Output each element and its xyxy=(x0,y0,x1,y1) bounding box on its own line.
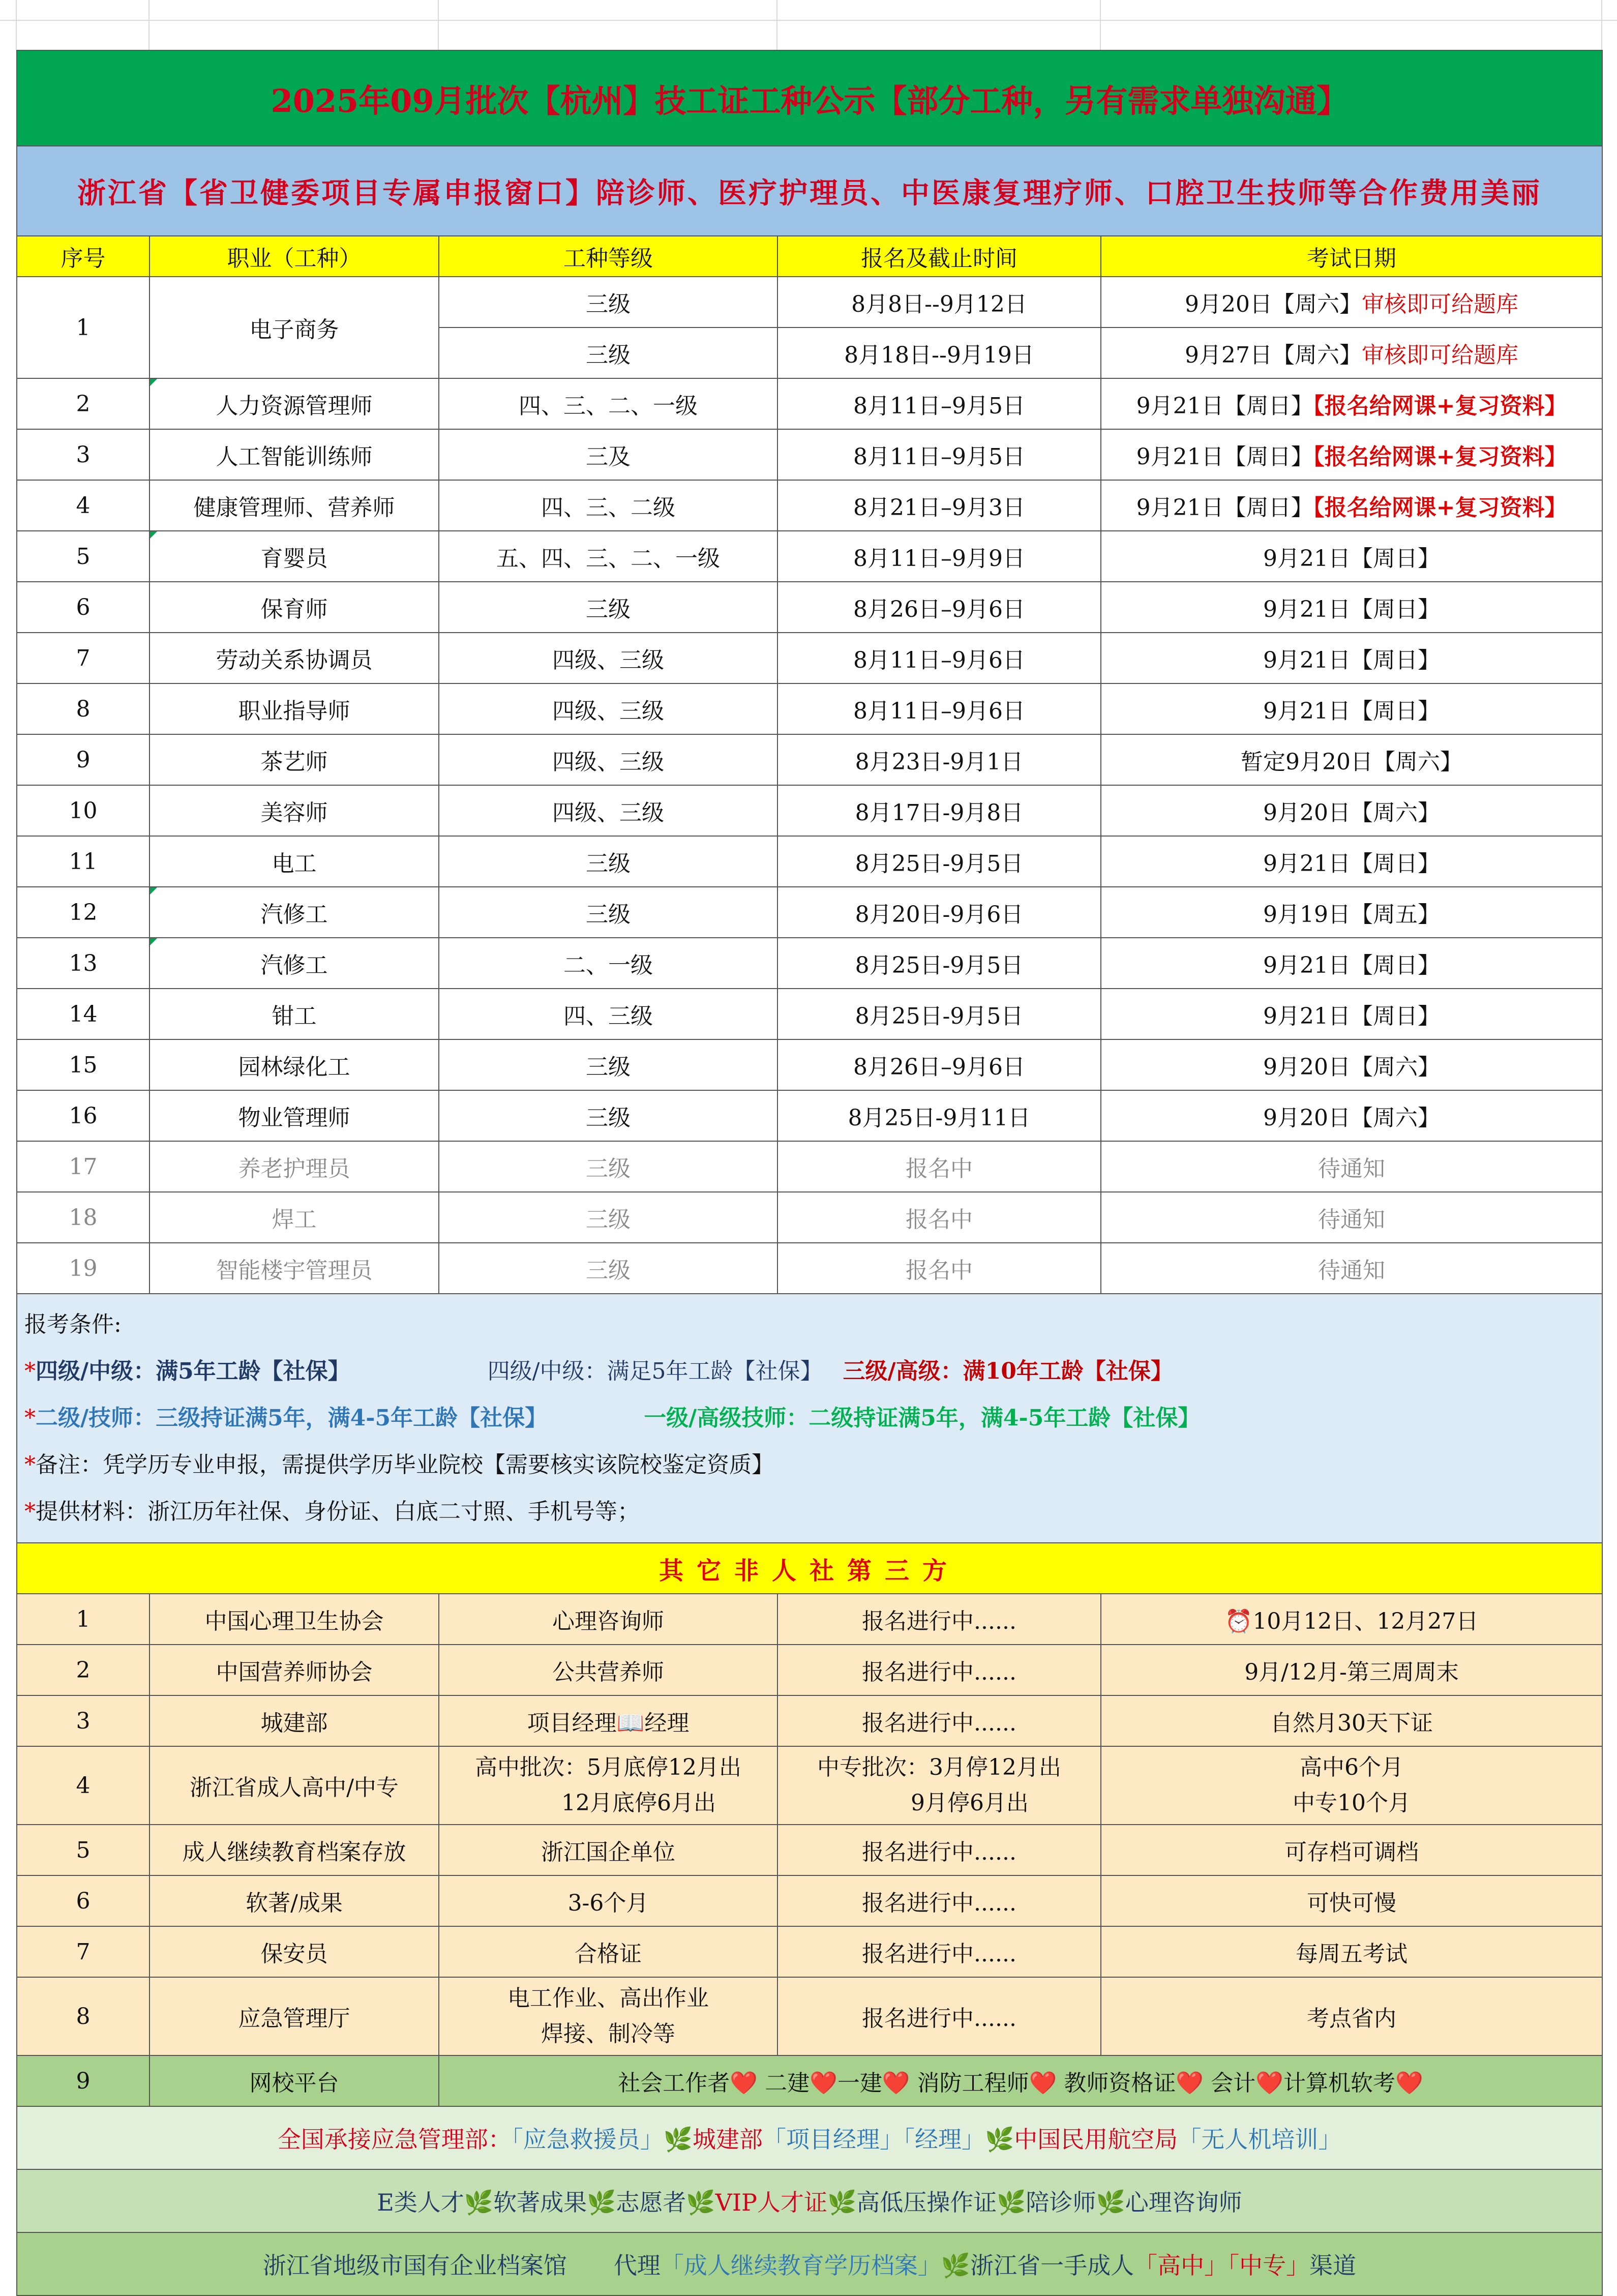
row-registration: 8月25日-9月11日 xyxy=(777,1090,1101,1141)
table-row xyxy=(17,836,1602,887)
row-level: 三级 xyxy=(439,1192,777,1243)
row-level: 四级、三级 xyxy=(439,683,777,734)
tp-no: 1 xyxy=(17,1594,149,1645)
row-job: 电工 xyxy=(149,836,439,887)
row-no: 15 xyxy=(17,1039,149,1090)
tp-status: 报名进行中...... xyxy=(777,1825,1101,1875)
row-job: 汽修工 xyxy=(149,887,439,938)
row-no: 13 xyxy=(17,938,149,989)
row-no: 6 xyxy=(17,582,149,633)
row-job: 焊工 xyxy=(149,1192,439,1243)
table-row xyxy=(17,429,1602,480)
header-registration: 报名及截止时间 xyxy=(777,236,1101,277)
row-level: 三级 xyxy=(439,582,777,633)
table-row xyxy=(17,1192,1602,1243)
row-registration: 8月17日-9月8日 xyxy=(777,785,1101,836)
conditions-line-4: *提供材料：浙江历年社保、身份证、白底二寸照、手机号等； xyxy=(24,1499,640,1525)
conditions-heading: 报考条件: xyxy=(24,1311,122,1337)
tp-status: 报名进行中...... xyxy=(777,1875,1101,1926)
row-registration: 8月20日-9月6日 xyxy=(777,887,1101,938)
tp-no: 4 xyxy=(17,1746,149,1825)
tp-status: 中专批次：3月停12月出 9月停6月出 xyxy=(777,1746,1101,1825)
row-registration: 8月8日--9月12日 xyxy=(777,277,1101,327)
row-job: 健康管理师、营养师 xyxy=(149,480,439,531)
row-registration: 8月25日-9月5日 xyxy=(777,836,1101,887)
tp-status: 报名进行中...... xyxy=(777,1977,1101,2055)
row-registration: 8月18日--9月19日 xyxy=(777,327,1101,378)
row-registration: 8月11日–9月6日 xyxy=(777,683,1101,734)
tp-org: 成人继续教育档案存放 xyxy=(149,1825,439,1875)
third-party-row xyxy=(17,1746,1602,1825)
row-no: 19 xyxy=(17,1243,149,1294)
row-note: 【报名给网课+复习资料】 xyxy=(1313,495,1567,521)
tp-no: 3 xyxy=(17,1695,149,1746)
tp-no: 5 xyxy=(17,1825,149,1875)
row-no: 7 xyxy=(17,633,149,683)
row-no: 14 xyxy=(17,989,149,1039)
tp-org: 中国心理卫生协会 xyxy=(149,1594,439,1645)
row-level: 三级 xyxy=(439,1039,777,1090)
tp-info: 可存档可调档 xyxy=(1101,1825,1602,1875)
row-job: 物业管理师 xyxy=(149,1090,439,1141)
table-row xyxy=(17,989,1602,1039)
row-exam: 9月20日【周六】 xyxy=(1101,1090,1602,1141)
header-exam-date: 考试日期 xyxy=(1101,236,1602,277)
row-exam: 待通知 xyxy=(1101,1243,1602,1294)
row-registration: 8月11日–9月5日 xyxy=(777,378,1101,429)
table-row xyxy=(17,1090,1602,1141)
row-level: 三级 xyxy=(439,1243,777,1294)
row-job: 茶艺师 xyxy=(149,734,439,785)
tp-status: 报名进行中...... xyxy=(777,1645,1101,1695)
row-exam: 9月21日【周日】【报名给网课+复习资料】 xyxy=(1101,480,1602,531)
comment-marker-icon xyxy=(150,531,157,539)
table-row xyxy=(17,582,1602,633)
tp-info: 自然月30天下证 xyxy=(1101,1695,1602,1746)
row-registration: 报名中 xyxy=(777,1141,1101,1192)
conditions-line-2: *二级/技师：三级持证满5年，满4-5年工龄【社保】 一级/高级技师：二级持证满5年，满4-5年工龄【社保】 xyxy=(24,1405,1201,1431)
tp-info: 高中6个月 中专10个月 xyxy=(1101,1746,1602,1825)
header-level: 工种等级 xyxy=(439,236,777,277)
tp-no: 6 xyxy=(17,1875,149,1926)
row-level: 三级 xyxy=(439,1141,777,1192)
table-row xyxy=(17,1243,1602,1294)
third-party-row xyxy=(17,1645,1602,1695)
row-no: 12 xyxy=(17,887,149,938)
row-registration: 8月21日–9月3日 xyxy=(777,480,1101,531)
row-level: 三级 xyxy=(439,836,777,887)
row-no: 17 xyxy=(17,1141,149,1192)
tp-info: 每周五考试 xyxy=(1101,1926,1602,1977)
tp-item: 合格证 xyxy=(439,1926,777,1977)
job-table xyxy=(16,50,1603,2296)
row-job: 劳动关系协调员 xyxy=(149,633,439,683)
row-job: 保育师 xyxy=(149,582,439,633)
row-exam: 9月20日【周六】 xyxy=(1101,1039,1602,1090)
row-job: 智能楼宇管理员 xyxy=(149,1243,439,1294)
row-job: 养老护理员 xyxy=(149,1141,439,1192)
tp-item: 浙江国企单位 xyxy=(439,1825,777,1875)
row-exam: 9月21日【周日】 xyxy=(1101,989,1602,1039)
tp-status: 报名进行中...... xyxy=(777,1695,1101,1746)
table-header xyxy=(17,236,1602,277)
row-level: 四、三级 xyxy=(439,989,777,1039)
row-exam: 9月20日【周六】审核即可给题库 xyxy=(1101,277,1602,327)
header-job: 职业（工种） xyxy=(149,236,439,277)
third-party-row xyxy=(17,1825,1602,1875)
row-no: 2 xyxy=(17,378,149,429)
row-level: 四、三、二、一级 xyxy=(439,378,777,429)
row-registration: 报名中 xyxy=(777,1192,1101,1243)
spreadsheet xyxy=(16,50,1602,2296)
comment-marker-icon xyxy=(150,887,157,894)
tp-org: 城建部 xyxy=(149,1695,439,1746)
tp-item: 公共营养师 xyxy=(439,1645,777,1695)
tp-info: 可快可慢 xyxy=(1101,1875,1602,1926)
row-level: 三及 xyxy=(439,429,777,480)
sheet-gridlines xyxy=(0,0,1617,50)
third-party-row xyxy=(17,1695,1602,1746)
row-note: 【报名给网课+复习资料】 xyxy=(1313,393,1567,419)
tp-org: 应急管理厅 xyxy=(149,1977,439,2055)
row-exam: 9月21日【周日】 xyxy=(1101,531,1602,582)
third-party-row xyxy=(17,1977,1602,2055)
tp-org: 保安员 xyxy=(149,1926,439,1977)
conditions-line-1: *四级/中级：满5年工龄【社保】 四级/中级：满足5年工龄【社保】 三级/高级：满10年工龄【社保】 xyxy=(24,1358,1173,1384)
row-no: 5 xyxy=(17,531,149,582)
row-exam: 9月21日【周日】 xyxy=(1101,683,1602,734)
tp-no: 2 xyxy=(17,1645,149,1695)
row-no: 3 xyxy=(17,429,149,480)
footer-line-2: E类人才🌿软著成果🌿志愿者🌿VIP人才证🌿高低压操作证🌿陪诊师🌿心理咨询师 xyxy=(17,2169,1602,2232)
table-row xyxy=(17,277,1602,327)
row-no: 11 xyxy=(17,836,149,887)
row-job: 人工智能训练师 xyxy=(149,429,439,480)
row-exam: 9月21日【周日】 xyxy=(1101,836,1602,887)
tp-no: 9 xyxy=(17,2055,149,2106)
row-note: 审核即可给题库 xyxy=(1362,291,1519,317)
row-job: 汽修工 xyxy=(149,938,439,989)
tp-info: 社会工作者❤️ 二建❤️一建❤️ 消防工程师❤️ 教师资格证❤️ 会计❤️计算机软考❤️ xyxy=(439,2055,1602,2106)
row-registration: 8月25日-9月5日 xyxy=(777,989,1101,1039)
row-no: 8 xyxy=(17,683,149,734)
footer-line-1: 全国承接应急管理部：「应急救援员」🌿城建部「项目经理」「经理」🌿中国民用航空局「无人机培训」 xyxy=(17,2106,1602,2169)
row-registration: 8月23日-9月1日 xyxy=(777,734,1101,785)
row-exam: 待通知 xyxy=(1101,1192,1602,1243)
row-no: 4 xyxy=(17,480,149,531)
row-level: 三级 xyxy=(439,327,777,378)
tp-status: 报名进行中...... xyxy=(777,1926,1101,1977)
row-registration: 8月11日–9月9日 xyxy=(777,531,1101,582)
tp-item: 电工作业、高出作业 焊接、制冷等 xyxy=(439,1977,777,2055)
tp-org: 浙江省成人高中/中专 xyxy=(149,1746,439,1825)
tp-info: ⏰10月12日、12月27日 xyxy=(1101,1594,1602,1645)
row-exam: 9月27日【周六】审核即可给题库 xyxy=(1101,327,1602,378)
row-no: 1 xyxy=(17,277,149,378)
row-exam: 9月21日【周日】 xyxy=(1101,938,1602,989)
row-level: 四级、三级 xyxy=(439,785,777,836)
row-job: 人力资源管理师 xyxy=(149,378,439,429)
third-party-section-title: 其它非人社第三方 xyxy=(17,1543,1602,1594)
row-exam: 9月20日【周六】 xyxy=(1101,785,1602,836)
row-registration: 8月26日–9月6日 xyxy=(777,582,1101,633)
row-level: 四、三、二级 xyxy=(439,480,777,531)
row-no: 18 xyxy=(17,1192,149,1243)
tp-info: 9月/12月-第三周周末 xyxy=(1101,1645,1602,1695)
row-registration: 8月11日–9月5日 xyxy=(777,429,1101,480)
row-exam: 暂定9月20日【周六】 xyxy=(1101,734,1602,785)
row-note: 审核即可给题库 xyxy=(1362,342,1519,368)
table-row xyxy=(17,683,1602,734)
tp-item: 3-6个月 xyxy=(439,1875,777,1926)
row-level: 四级、三级 xyxy=(439,633,777,683)
row-note: 【报名给网课+复习资料】 xyxy=(1313,444,1567,470)
row-registration: 报名中 xyxy=(777,1243,1101,1294)
row-job: 美容师 xyxy=(149,785,439,836)
row-no: 10 xyxy=(17,785,149,836)
row-job: 园林绿化工 xyxy=(149,1039,439,1090)
row-exam: 待通知 xyxy=(1101,1141,1602,1192)
row-level: 二、一级 xyxy=(439,938,777,989)
table-row xyxy=(17,378,1602,429)
table-row xyxy=(17,633,1602,683)
row-exam: 9月21日【周日】【报名给网课+复习资料】 xyxy=(1101,429,1602,480)
row-exam: 9月19日【周五】 xyxy=(1101,887,1602,938)
row-exam: 9月21日【周日】 xyxy=(1101,582,1602,633)
row-level: 四级、三级 xyxy=(439,734,777,785)
table-row xyxy=(17,734,1602,785)
row-exam: 9月21日【周日】【报名给网课+复习资料】 xyxy=(1101,378,1602,429)
table-row xyxy=(17,785,1602,836)
row-level: 三级 xyxy=(439,887,777,938)
third-party-row xyxy=(17,1926,1602,1977)
row-registration: 8月25日-9月5日 xyxy=(777,938,1101,989)
table-row xyxy=(17,1039,1602,1090)
row-registration: 8月11日–9月6日 xyxy=(777,633,1101,683)
table-row xyxy=(17,887,1602,938)
row-level: 三级 xyxy=(439,277,777,327)
tp-item: 心理咨询师 xyxy=(439,1594,777,1645)
comment-marker-icon xyxy=(150,379,157,386)
row-job: 电子商务 xyxy=(149,277,439,378)
row-job: 育婴员 xyxy=(149,531,439,582)
table-row xyxy=(17,938,1602,989)
tp-org: 软著/成果 xyxy=(149,1875,439,1926)
tp-item: 高中批次：5月底停12月出 12月底停6月出 xyxy=(439,1746,777,1825)
third-party-row xyxy=(17,1594,1602,1645)
tp-org: 中国营养师协会 xyxy=(149,1645,439,1695)
third-party-row xyxy=(17,2055,1602,2106)
third-party-row xyxy=(17,1875,1602,1926)
header-no: 序号 xyxy=(17,236,149,277)
tp-org: 网校平台 xyxy=(149,2055,439,2106)
table-row xyxy=(17,1141,1602,1192)
row-no: 9 xyxy=(17,734,149,785)
row-level: 五、四、三、二、一级 xyxy=(439,531,777,582)
tp-item: 项目经理📖经理 xyxy=(439,1695,777,1746)
comment-marker-icon xyxy=(150,938,157,945)
row-job: 职业指导师 xyxy=(149,683,439,734)
conditions-line-3: *备注：凭学历专业申报，需提供学历毕业院校【需要核实该院校鉴定资质】 xyxy=(24,1452,774,1478)
footer-line-3: 浙江省地级市国有企业档案馆 代理「成人继续教育学历档案」🌿浙江省一手成人「高中」「中专」渠道 xyxy=(17,2232,1602,2295)
exam-conditions xyxy=(17,1294,1602,1543)
row-exam: 9月21日【周日】 xyxy=(1101,633,1602,683)
tp-no: 8 xyxy=(17,1977,149,2055)
tp-status: 报名进行中...... xyxy=(777,1594,1101,1645)
table-row xyxy=(17,480,1602,531)
tp-no: 7 xyxy=(17,1926,149,1977)
row-job: 钳工 xyxy=(149,989,439,1039)
page-title: 2025年09月批次【杭州】技工证工种公示【部分工种，另有需求单独沟通】 xyxy=(17,50,1602,146)
table-row xyxy=(17,531,1602,582)
row-no: 16 xyxy=(17,1090,149,1141)
row-level: 三级 xyxy=(439,1090,777,1141)
tp-info: 考点省内 xyxy=(1101,1977,1602,2055)
page-subtitle: 浙江省【省卫健委项目专属申报窗口】陪诊师、医疗护理员、中医康复理疗师、口腔卫生技师等合作费用美丽 xyxy=(17,146,1602,236)
row-registration: 8月26日–9月6日 xyxy=(777,1039,1101,1090)
